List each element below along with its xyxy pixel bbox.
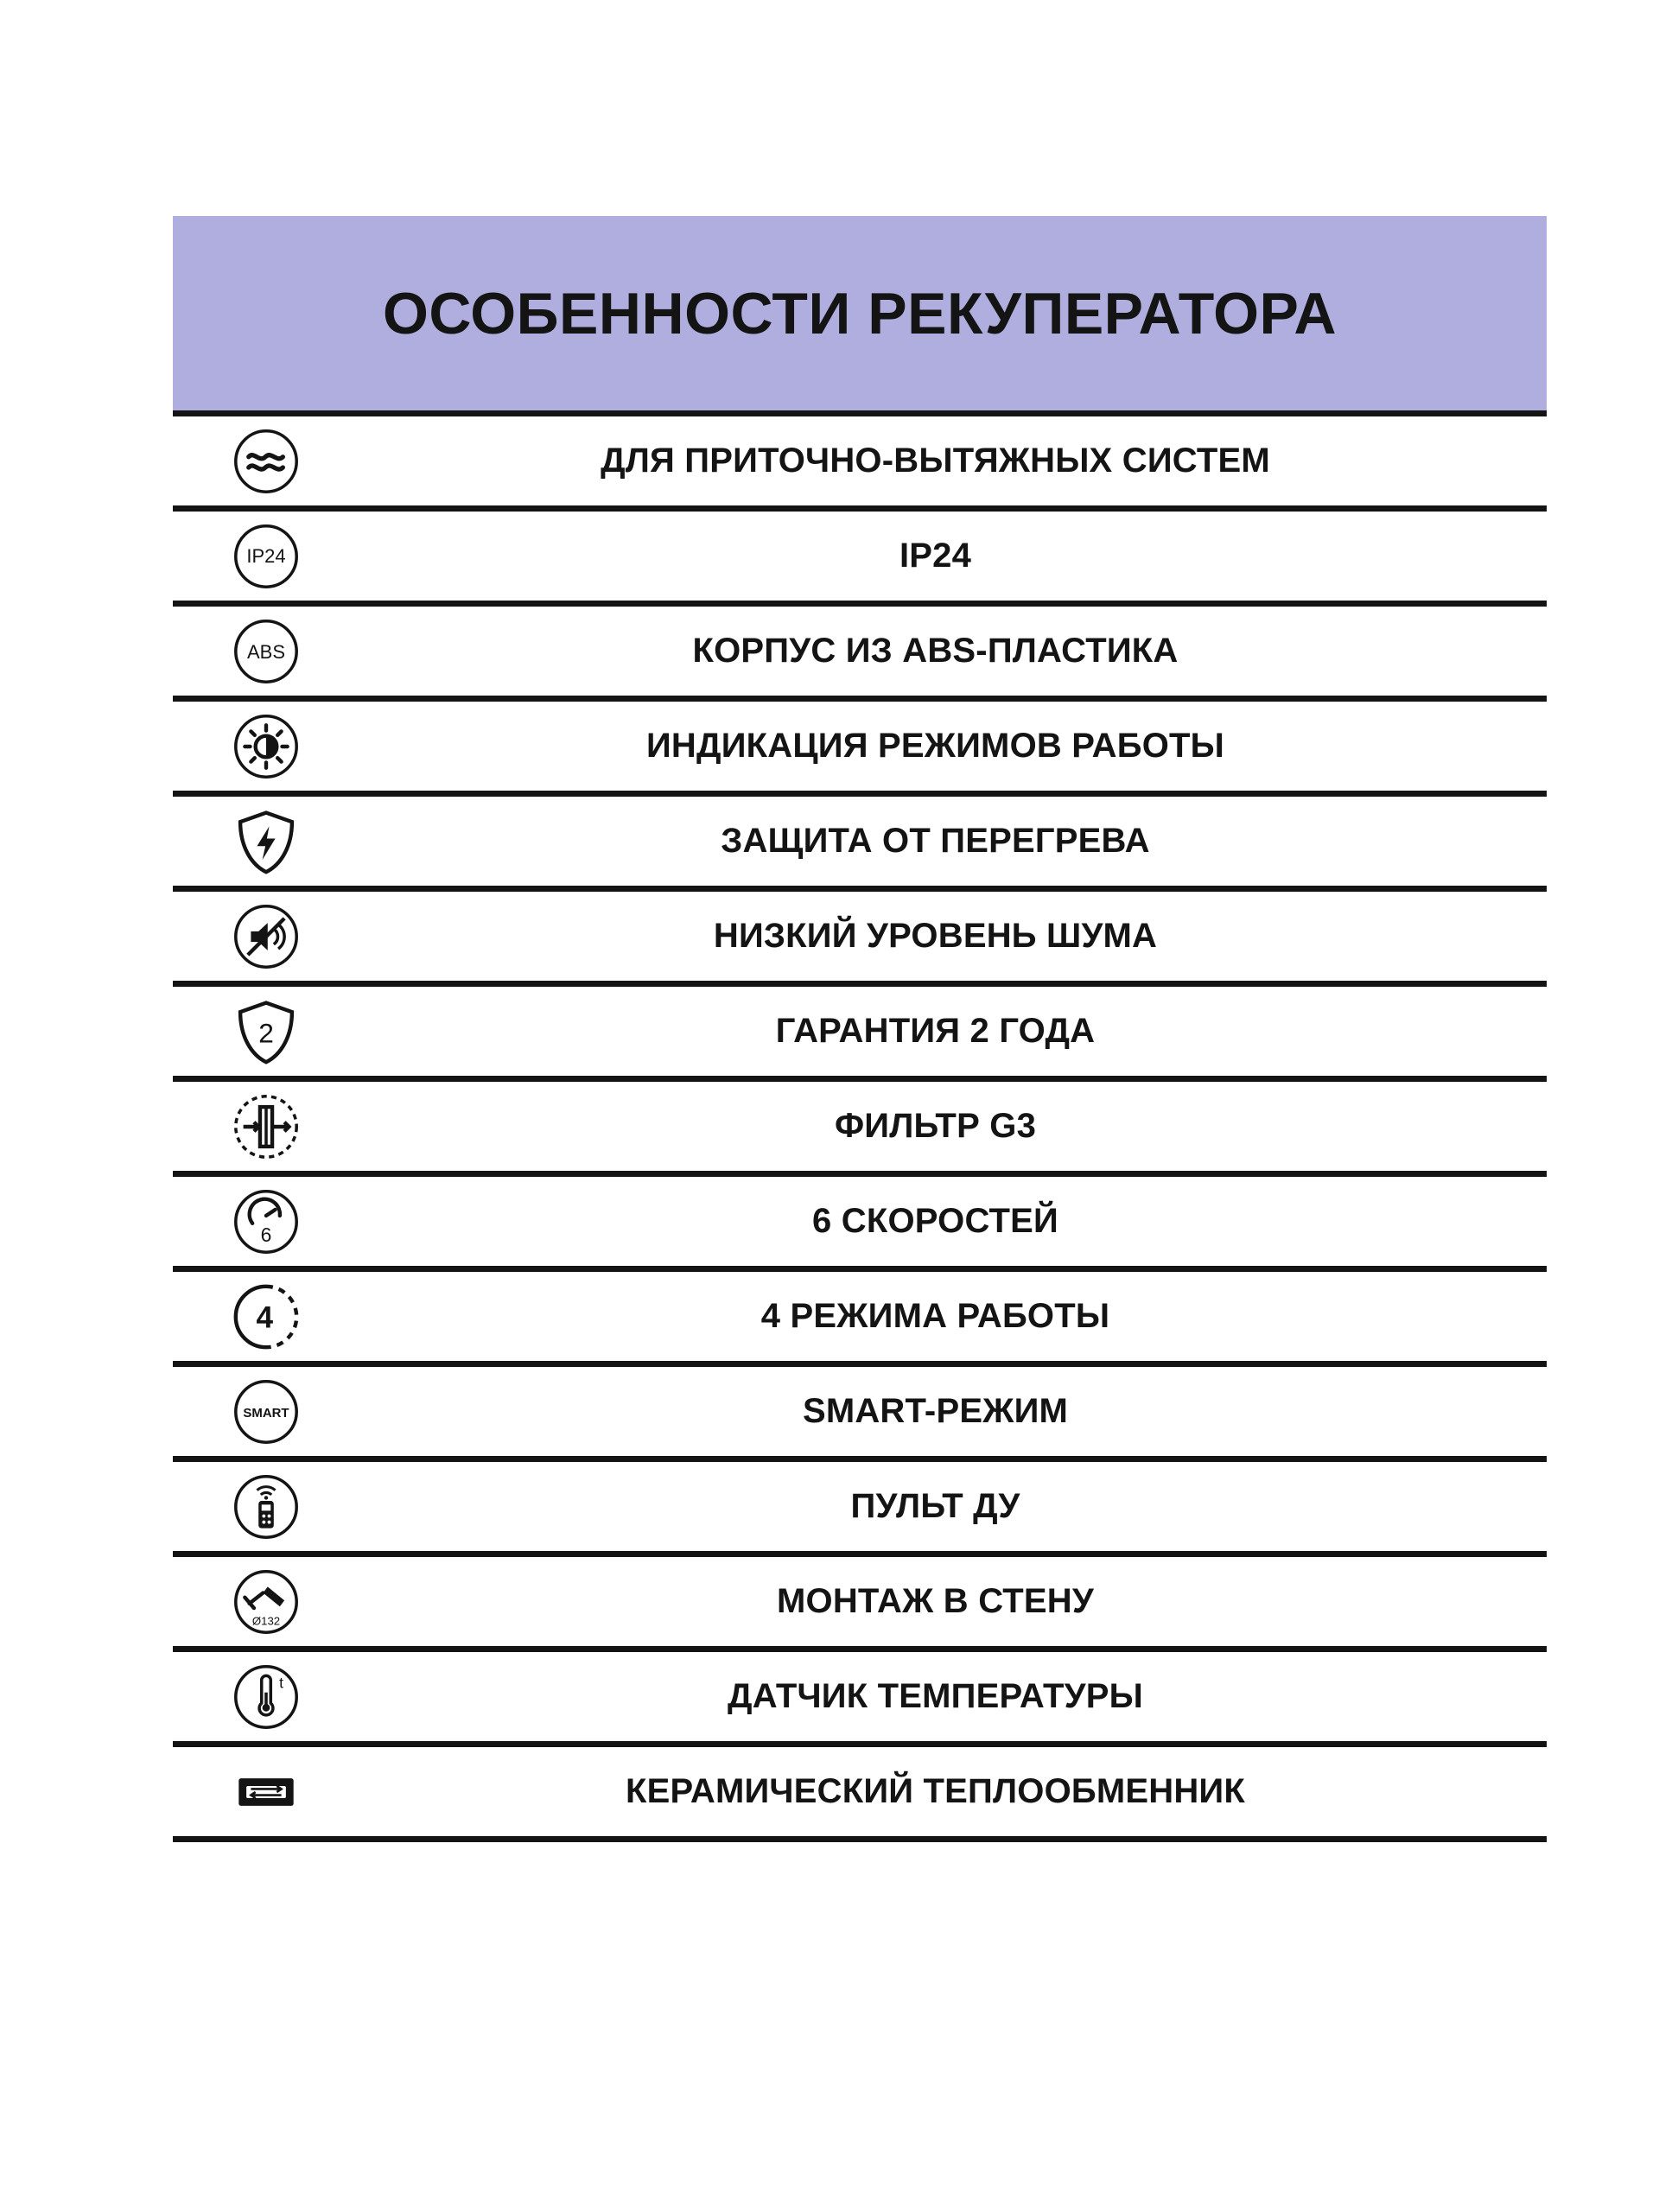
- feature-label: IP24: [899, 537, 972, 575]
- icon-cell: [173, 797, 359, 886]
- list-item: [173, 987, 1547, 1082]
- icon-cell: [173, 1177, 359, 1266]
- svg-text:4: 4: [255, 1300, 273, 1334]
- icon-cell: [173, 512, 359, 601]
- list-item: [173, 607, 1547, 702]
- ip24-rating-icon: [228, 518, 304, 594]
- icon-cell: [173, 987, 359, 1076]
- label-cell: [359, 702, 1547, 791]
- icon-cell: [173, 1652, 359, 1741]
- four-modes-icon: [228, 1279, 304, 1355]
- svg-text:IP24: IP24: [245, 544, 286, 567]
- features-sheet: [173, 216, 1547, 1842]
- icon-cell: [173, 702, 359, 791]
- airflow-waves-icon: [228, 423, 304, 499]
- feature-label: ДАТЧИК ТЕМПЕРАТУРЫ: [728, 1677, 1143, 1715]
- list-item: [173, 1177, 1547, 1272]
- page-title: ОСОБЕННОСТИ РЕКУПЕРАТОРА: [382, 280, 1338, 346]
- filter-g3-icon: [228, 1089, 304, 1165]
- icon-cell: [173, 1747, 359, 1836]
- list-item: [173, 1557, 1547, 1652]
- warranty-shield-2-icon: [228, 994, 304, 1070]
- list-item: [173, 1272, 1547, 1367]
- svg-text:t: t: [278, 1673, 283, 1691]
- feature-label: 4 РЕЖИМА РАБОТЫ: [760, 1297, 1110, 1335]
- icon-cell: [173, 1082, 359, 1171]
- feature-label: ГАРАНТИЯ 2 ГОДА: [775, 1012, 1096, 1050]
- feature-label: ДЛЯ ПРИТОЧНО-ВЫТЯЖНЫХ СИСТЕМ: [601, 442, 1270, 480]
- smart-mode-icon: [228, 1374, 304, 1450]
- list-item: [173, 416, 1547, 512]
- icon-cell: [173, 892, 359, 981]
- svg-text:ABS: ABS: [246, 640, 285, 663]
- label-cell: [359, 416, 1547, 505]
- ceramic-heat-exchanger-icon: [228, 1754, 304, 1830]
- label-cell: [359, 892, 1547, 981]
- list-item: [173, 797, 1547, 892]
- label-cell: [359, 1462, 1547, 1551]
- feature-label: МОНТАЖ В СТЕНУ: [777, 1582, 1094, 1620]
- feature-label: 6 СКОРОСТЕЙ: [812, 1202, 1058, 1240]
- label-cell: [359, 1177, 1547, 1266]
- icon-cell: [173, 1367, 359, 1456]
- features-title-bar: [173, 216, 1547, 410]
- mode-indication-light-icon: [228, 709, 304, 785]
- feature-label: НИЗКИЙ УРОВЕНЬ ШУМА: [713, 917, 1158, 955]
- list-item: [173, 892, 1547, 987]
- icon-cell: [173, 416, 359, 505]
- temperature-sensor-icon: [228, 1659, 304, 1735]
- features-list: [173, 410, 1547, 1842]
- low-noise-mute-speaker-icon: [228, 899, 304, 975]
- feature-label: ПУЛЬТ ДУ: [850, 1487, 1020, 1525]
- list-item: [173, 1367, 1547, 1462]
- label-cell: [359, 1367, 1547, 1456]
- label-cell: [359, 1272, 1547, 1361]
- label-cell: [359, 1652, 1547, 1741]
- feature-label: ИНДИКАЦИЯ РЕЖИМОВ РАБОТЫ: [645, 727, 1225, 765]
- label-cell: [359, 607, 1547, 696]
- svg-text:Ø132: Ø132: [251, 1613, 280, 1627]
- label-cell: [359, 1082, 1547, 1171]
- icon-cell: [173, 1557, 359, 1646]
- list-item: [173, 1462, 1547, 1557]
- remote-control-icon: [228, 1469, 304, 1545]
- list-item: [173, 1082, 1547, 1177]
- svg-text:SMART: SMART: [242, 1405, 289, 1421]
- svg-text:2: 2: [257, 1016, 274, 1048]
- list-item: [173, 1747, 1547, 1842]
- abs-plastic-icon: [228, 613, 304, 690]
- list-item: [173, 702, 1547, 797]
- feature-label: КЕРАМИЧЕСКИЙ ТЕПЛООБМЕННИК: [626, 1772, 1245, 1810]
- icon-cell: [173, 1462, 359, 1551]
- six-speeds-gauge-icon: [228, 1184, 304, 1260]
- wall-mount-drill-icon: [228, 1564, 304, 1640]
- svg-text:6: 6: [260, 1223, 271, 1246]
- label-cell: [359, 1557, 1547, 1646]
- label-cell: [359, 512, 1547, 601]
- feature-label: SMART-РЕЖИМ: [802, 1392, 1069, 1430]
- feature-label: ФИЛЬТР G3: [834, 1107, 1037, 1145]
- feature-label: ЗАЩИТА ОТ ПЕРЕГРЕВА: [721, 822, 1150, 860]
- icon-cell: [173, 1272, 359, 1361]
- list-item: [173, 512, 1547, 607]
- icon-cell: [173, 607, 359, 696]
- label-cell: [359, 797, 1547, 886]
- feature-label: КОРПУС ИЗ ABS-ПЛАСТИКА: [692, 632, 1179, 670]
- label-cell: [359, 1747, 1547, 1836]
- label-cell: [359, 987, 1547, 1076]
- overheat-protection-shield-icon: [228, 804, 304, 880]
- list-item: [173, 1652, 1547, 1747]
